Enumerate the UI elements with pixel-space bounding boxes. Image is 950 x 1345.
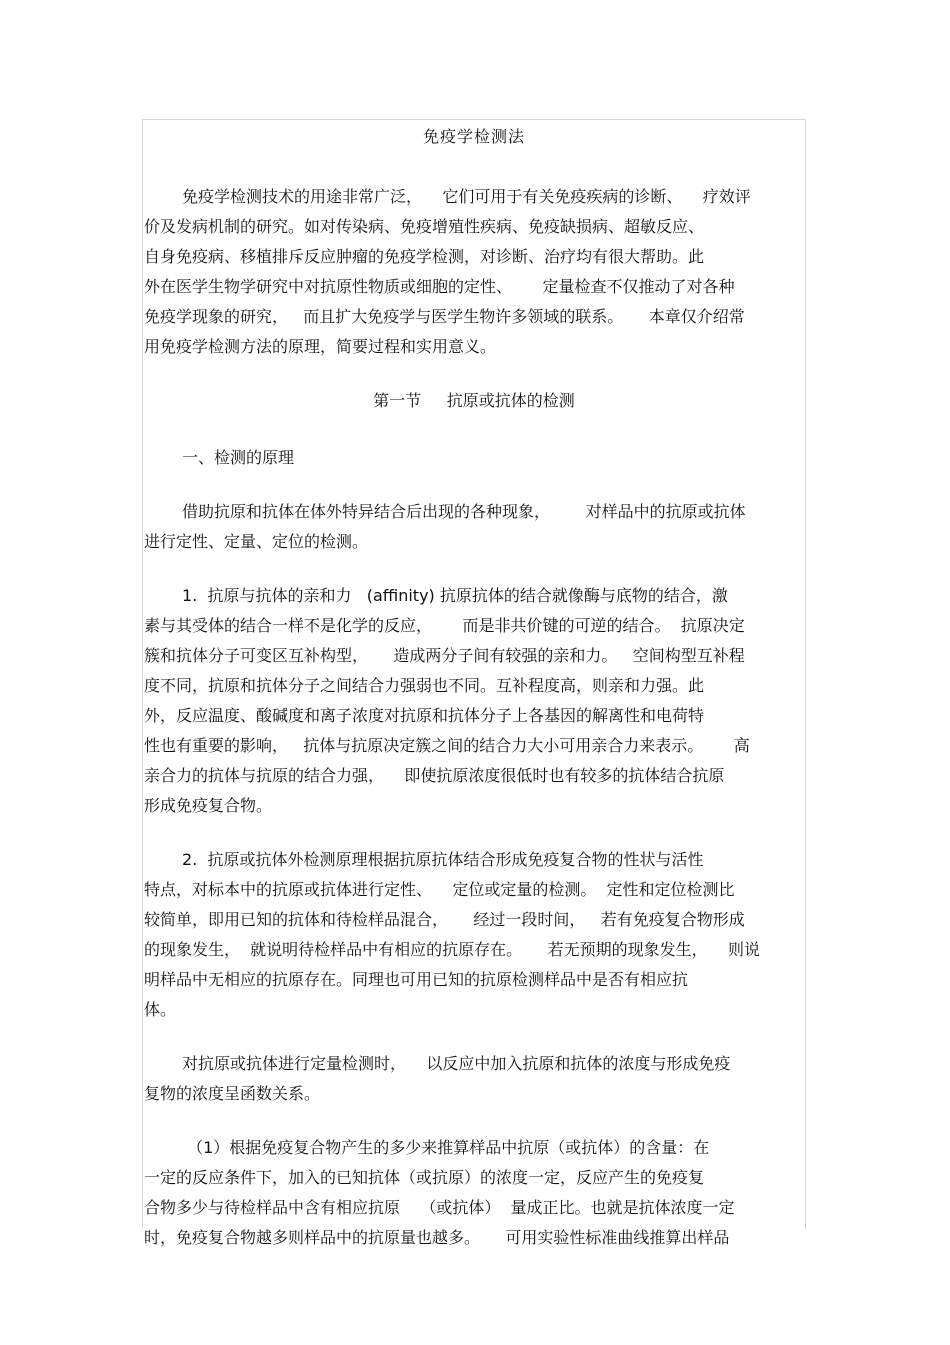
section-title: 第一节 抗原或抗体的检测 — [373, 391, 575, 410]
text-line: 借助抗原和抗体在体外特异结合后出现的各种现象， 对样品中的抗原或抗体 — [182, 502, 746, 521]
text-line: 亲合力的抗体与抗原的结合力强， 即使抗原浓度很低时也有较多的抗体结合抗原 — [144, 766, 725, 785]
subsection-heading — [144, 443, 804, 473]
text-line: （1）根据免疫复合物产生的多少来推算样品中抗原（或抗体）的含量：在 — [182, 1138, 710, 1157]
text-line: 体。 — [144, 1000, 177, 1019]
text-line: 度不同，抗原和抗体分子之间结合力强弱也不同。互补程度高，则亲和力强。此 — [144, 676, 705, 695]
detection-principle-paragraph — [144, 845, 804, 1025]
text-line: 价及发病机制的研究。如对传染病、免疫增殖性疾病、免疫缺损病、超敏反应、 — [144, 217, 705, 236]
text-line: 免疫学检测技术的用途非常广泛， 它们可用于有关免疫疾病的诊断、 疗效评 — [182, 187, 751, 206]
text-line: 用免疫学检测方法的原理，简要过程和实用意义。 — [144, 337, 497, 356]
text-line: 时，免疫复合物越多则样品中的抗原量也越多。 可用实验性标准曲线推算出样品 — [144, 1228, 730, 1247]
text-line: 1. 抗原与抗体的亲和力 (affinity) 抗原抗体的结合就像酶与底物的结合，激 — [182, 586, 728, 605]
text-line: 2. 抗原或抗体外检测原理根据抗原抗体结合形成免疫复合物的性状与活性 — [182, 850, 704, 869]
text-line: 进行定性、定量、定位的检测。 — [144, 532, 369, 551]
subsection-title: 一、检测的原理 — [182, 448, 295, 467]
text-line: 性也有重要的影响， 抗体与抗原决定簇之间的结合力大小可用亲合力来表示。 高 — [144, 736, 750, 755]
intro-paragraph — [144, 182, 804, 362]
text-line: 合物多少与待检样品中含有相应抗原 （或抗体） 量成正比。也就是抗体浓度一定 — [144, 1198, 735, 1217]
text-line: 一定的反应条件下，加入的已知抗体（或抗原）的浓度一定，反应产生的免疫复 — [144, 1168, 705, 1187]
principle-paragraph — [144, 497, 804, 557]
text-line: 免疫学现象的研究， 而且扩大免疫学与医学生物许多领域的联系。 本章仅介绍常 — [144, 307, 745, 326]
document-body — [144, 122, 804, 1277]
document-title: 免疫学检测法 — [422, 127, 525, 146]
quantitative-paragraph — [144, 1049, 804, 1109]
text-line: 外在医学生物学研究中对抗原性物质或细胞的定性、 定量检查不仅推动了对各种 — [144, 277, 735, 296]
text-line: 特点，对标本中的抗原或抗体进行定性、 定位或定量的检测。 定性和定位检测比 — [144, 880, 735, 899]
text-line: 簇和抗体分子可变区互补构型， 造成两分子间有较强的亲和力。 空间构型互补程 — [144, 646, 745, 665]
text-line: 自身免疫病、移植排斥反应肿瘤的免疫学检测，对诊断、治疗均有很大帮助。此 — [144, 247, 705, 266]
affinity-paragraph — [144, 581, 804, 821]
text-line: 对抗原或抗体进行定量检测时， 以反应中加入抗原和抗体的浓度与形成免疫 — [182, 1054, 731, 1073]
text-line: 外，反应温度、酸碱度和离子浓度对抗原和抗体分子上各基因的解离性和电荷特 — [144, 706, 705, 725]
text-line: 明样品中无相应的抗原存在。同理也可用已知的抗原检测样品中是否有相应抗 — [144, 970, 689, 989]
text-line: 形成免疫复合物。 — [144, 796, 273, 815]
quantitative-item-1-paragraph — [144, 1133, 804, 1253]
text-line: 的现象发生， 就说明待检样品中有相应的抗原存在。 若无预期的现象发生， 则说 — [144, 940, 760, 959]
text-line: 复物的浓度呈函数关系。 — [144, 1084, 321, 1103]
text-line: 素与其受体的结合一样不是化学的反应， 而是非共价键的可逆的结合。 抗原决定 — [144, 616, 745, 635]
text-line: 较简单，即用已知的抗体和待检样品混合， 经过一段时间， 若有免疫复合物形成 — [144, 910, 745, 929]
